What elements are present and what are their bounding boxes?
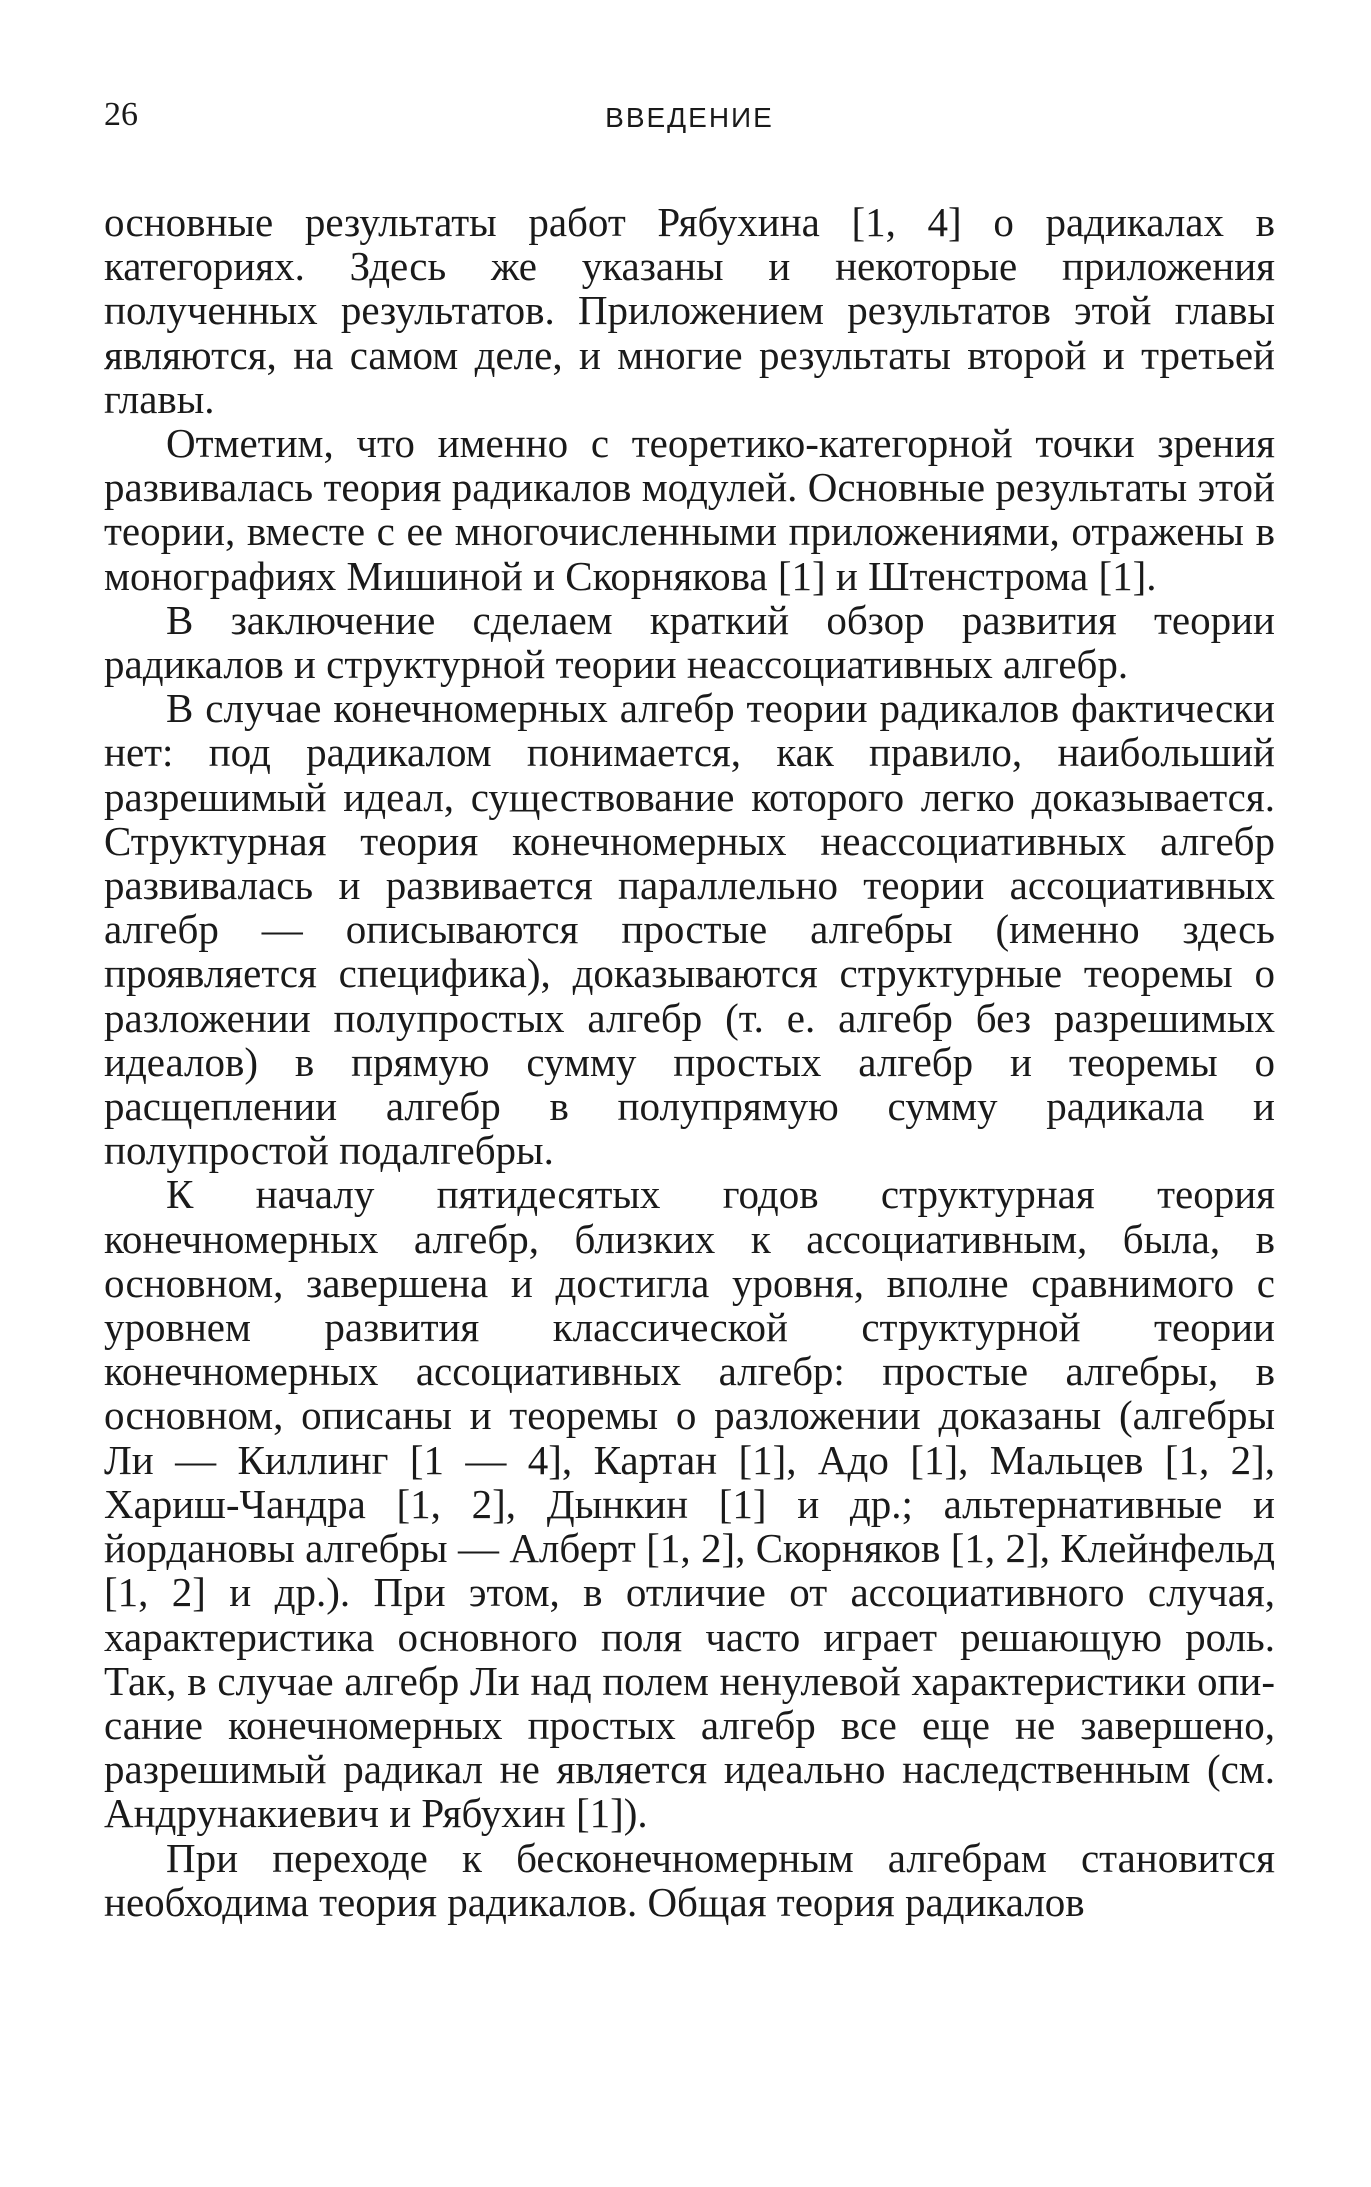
paragraph: В заключение сделаем краткий обзор развития теории радикалов и структурной теории неассоциативных алгебр. (104, 596, 1275, 688)
paragraph: При переходе к бесконечномерным алгебрам становится необходима теория радикалов. Общая теория радикалов (104, 1834, 1275, 1925)
paragraph: основные результаты работ Рябухина [1, 4] о радикалах в категориях. Здесь же указаны и некоторые приложения полученных результатов. Приложением результатов этой главы являются, на самом деле, и многие результаты второй и третьей главы. (104, 199, 1275, 422)
running-head (104, 96, 1275, 146)
paragraph: К началу пятидесятых годов структурная теория конечномерных алгебр, близких к ассоциативным, была, в основном, завершена и достигла уровня, вполне сравнимого с уровнем развития классической структурной теории конечномерных ассоциативных алгебр: простые алгебры, в основном, описаны и теоремы о разложении доказаны (алгебры Ли — Киллинг [1 — 4], Картан [1], Адо [1], Мальцев [1, 2], Хариш-Чандра [1, 2], Дынкин [1] и др.; альтернативные и йордановы алгебры — Алберт [1, 2], Скорняков [1, 2], Клейнфельд [1, 2] и др.). При этом, в отличие от ассоциативного случая, характеристика основного поля часто играет решающую роль. Так, в случае алгебр Ли над полем ненулевой характеристики описание конечномерных простых алгебр все еще не завершено, разрешимый радикал не является идеально наследственным (см. Андрунакиевич и Рябухин [1]). (104, 1171, 1275, 1837)
section-title: ВВЕДЕНИЕ (605, 102, 774, 133)
page-number: 26 (104, 96, 138, 133)
paragraph: В случае конечномерных алгебр теории радикалов фактически нет: под радикалом понимается, как правило, наибольший разрешимый идеал, существование которого легко доказывается. Структурная теория конечномерных неассоциативных алгебр развивалась и развивается параллельно теории ассоциативных алгебр — описываются простые алгебры (именно здесь проявляется специфика), доказываются структурные теоремы о разложении полупростых алгебр (т. е. алгебр без разрешимых идеалов) в прямую сумму простых алгебр и теоремы о расщеплении алгебр в полупрямую сумму радикала и полупростой подалгебры. (104, 685, 1275, 1174)
body-text (104, 200, 1275, 1924)
paragraph: Отметим, что именно с теоретико-категорной точки зрения развивалась теория радикалов модулей. Основные результаты этой теории, вместе с ее многочисленными приложениями, отражены в монографиях Мишиной и Скорнякова [1] и Штенстрома [1]. (104, 420, 1275, 599)
